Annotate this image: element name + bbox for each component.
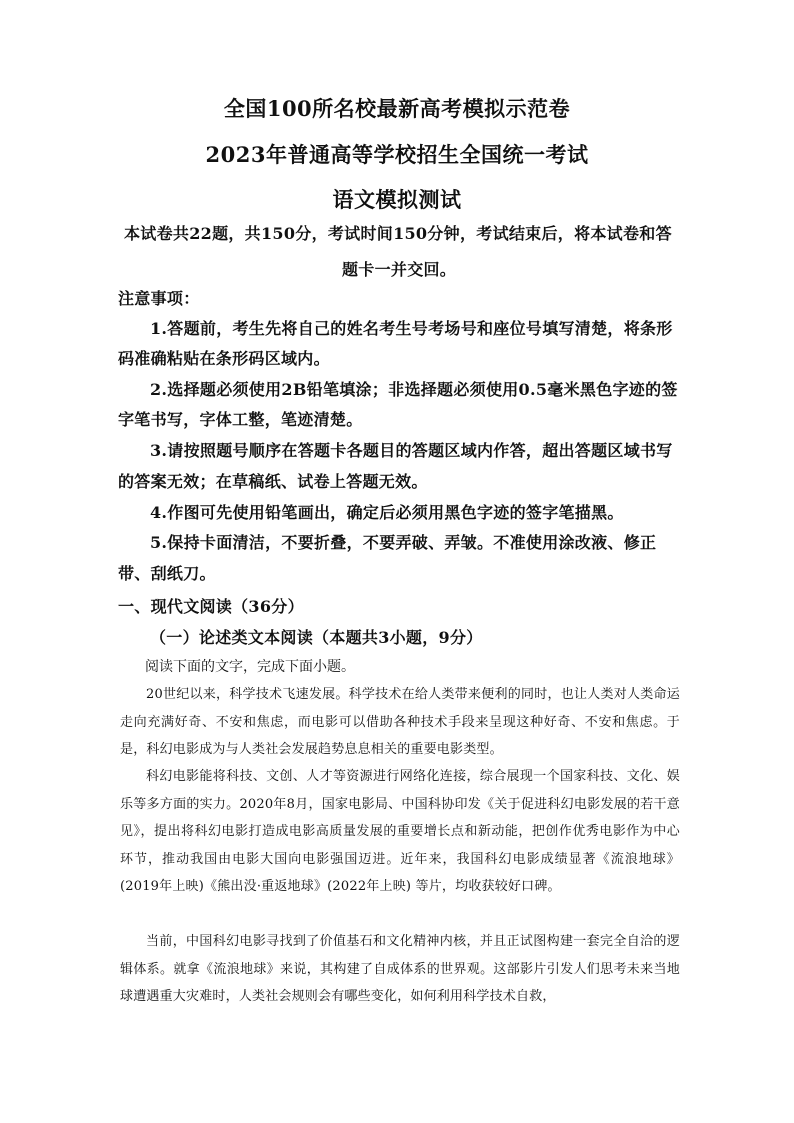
notice-item-3-line-1: 3.请按照题号顺序在答题卡各题目的答题区域内作答，超出答题区域书写: [150, 441, 673, 460]
subsection-heading: （一）论述类文本阅读（本题共3小题，9分）: [150, 628, 483, 647]
passage-paragraph-1: 20世纪以来，科学技术飞速发展。科学技术在给人类带来便利的同时，也让人类对人类命运走向充满好奇、不安和焦虑，而电影可以借助各种技术手段来呈现这种好奇、不安和焦虑。于是，科幻电影成为与人类社会发展趋势息息相关的重要电影类型。: [120, 687, 680, 757]
notice-item-3-line-2: 的答案无效；在草稿纸、试卷上答题无效。: [118, 472, 428, 491]
notice-item-5-line-2: 带、刮纸刀。: [118, 564, 216, 583]
notice-item-2-line-1: 2.选择题必须使用2B铅笔填涂；非选择题必须使用0.5毫米黑色字迹的签: [150, 380, 678, 399]
exam-series-title: 全国100所名校最新高考模拟示范卷: [223, 96, 571, 121]
exam-subject-title: 语文模拟测试: [332, 187, 462, 212]
notice-item-1-line-1: 1.答题前，考生先将自己的姓名考生号考场号和座位号填写清楚，将条形: [150, 319, 673, 338]
passage-paragraph-2: 科幻电影能将科技、文创、人才等资源进行网络化连接，综合展现一个国家科技、文化、娱乐等多方面的实力。2020年8月，国家电影局、中国科协印发《关于促进科幻电影发展的若干意见》，提出将科幻电影打造成电影高质量发展的重要增长点和新动能，把创作优秀电影作为中心环节，推动我国由电影大国向电影强国迈进。近年来，我国科幻电影成绩显著《流浪地球》(2019年上映)《熊出没·重返地球》(2022年上映) 等片，均收获较好口碑。: [120, 769, 680, 894]
reading-instruction: 阅读下面的文字，完成下面小题。: [145, 659, 355, 675]
section-heading: 一、现代文阅读（36分）: [118, 597, 304, 616]
passage-paragraph-3: 当前，中国科幻电影寻找到了价值基石和文化精神内核，并且正试图构建一套完全自洽的逻辑体系。就拿《流浪地球》来说，其构建了自成体系的世界观。这部影片引发人们思考未来当地球遭遇重大灾难时，人类社会规则会有哪些变化，如何利用科学技术自救，: [120, 934, 680, 1004]
intro-line-1: 本试卷共22题，共150分，考试时间150分钟，考试结束后，将本试卷和答: [124, 224, 672, 243]
notice-item-5-line-1: 5.保持卡面清洁，不要折叠，不要弄破、弄皱。不准使用涂改液、修正: [150, 533, 657, 552]
notice-heading: 注意事项：: [118, 289, 200, 308]
exam-name-title: 2023年普通高等学校招生全国统一考试: [205, 142, 589, 167]
notice-item-4: 4.作图可先使用铅笔画出，确定后必须用黑色字迹的签字笔描黑。: [150, 503, 624, 522]
intro-line-2: 题卡一并交回。: [342, 260, 457, 279]
notice-item-1-line-2: 码准确粘贴在条形码区域内。: [118, 349, 330, 368]
notice-item-2-line-2: 字笔书写，字体工整，笔迹清楚。: [118, 410, 363, 429]
